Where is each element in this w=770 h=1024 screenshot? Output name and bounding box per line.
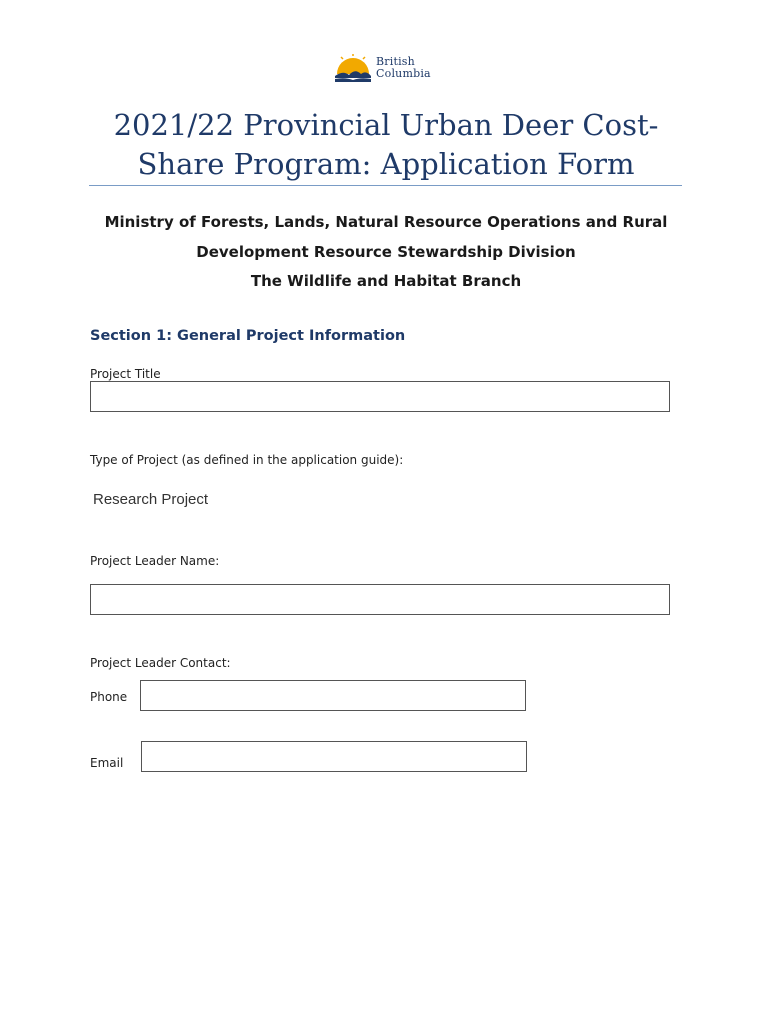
phone-field[interactable] (140, 680, 526, 711)
bc-logo-wordmark (376, 56, 431, 80)
title-line-1: 2021/22 Provincial Urban Deer Cost- (113, 108, 659, 142)
ministry-line-2: Development Resource Stewardship Division (196, 242, 576, 261)
project-leader-name-label: Project Leader Name: (90, 554, 220, 568)
email-field[interactable] (141, 741, 527, 772)
ministry-line-1: Ministry of Forests, Lands, Natural Resource Operations and Rural (104, 213, 668, 231)
logo-line-2: Columbia (376, 67, 431, 80)
project-type-label: Type of Project (as defined in the application guide): (90, 453, 404, 467)
project-leader-name-field[interactable] (90, 584, 670, 615)
bc-logo (333, 54, 443, 86)
section-1-heading: Section 1: General Project Information (90, 328, 406, 344)
bc-sun-icon (333, 54, 373, 84)
project-leader-contact-label: Project Leader Contact: (90, 656, 231, 670)
ministry-block (90, 208, 682, 297)
email-label: Email (90, 756, 124, 770)
title-line-2: Share Program: Application Form (137, 147, 635, 181)
logo-line-1: British (376, 55, 415, 68)
project-title-label: Project Title (90, 367, 161, 381)
phone-label: Phone (90, 690, 128, 704)
form-title (90, 106, 682, 184)
title-divider (89, 185, 682, 186)
project-type-value[interactable]: Research Project (93, 491, 209, 508)
project-title-field[interactable] (90, 381, 670, 412)
ministry-line-3: The Wildlife and Habitat Branch (250, 272, 522, 290)
